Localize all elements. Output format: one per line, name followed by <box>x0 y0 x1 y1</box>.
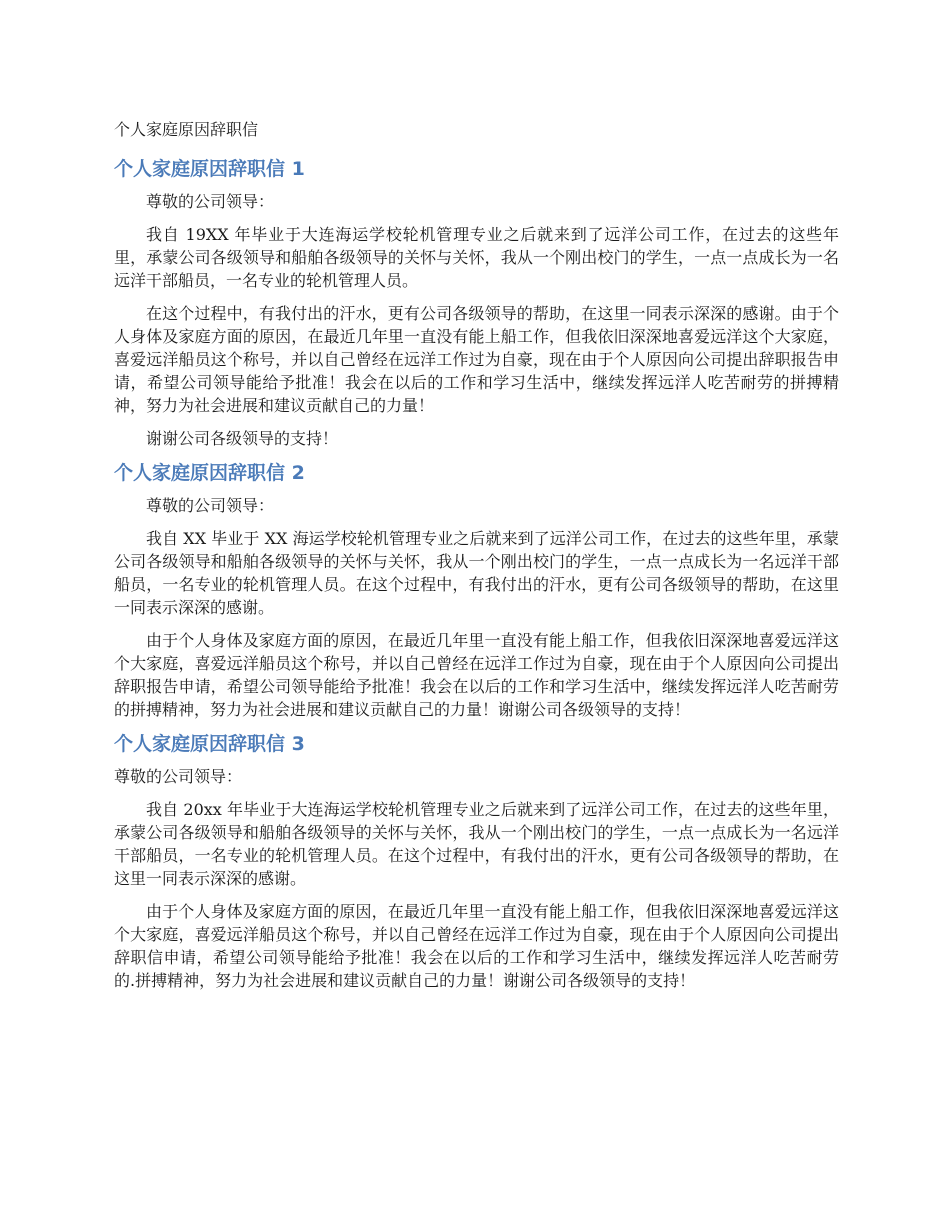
letter-section-2 <box>114 460 839 721</box>
body-paragraph: 我自 20xx 年毕业于大连海运学校轮机管理专业之后就来到了远洋公司工作，在过去的这些年里，承蒙公司各级领导和船舶各级领导的关怀与关怀，我从一个刚出校门的学生，一点一点成长为一名远洋干部船员，一名专业的轮机管理人员。在这个过程中，有我付出的汗水，更有公司各级领导的帮助，在这里一同表示深深的感谢。 <box>114 800 839 888</box>
salutation: 尊敬的公司领导： <box>146 496 275 515</box>
section-heading-1: 个人家庭原因辞职信 1 <box>114 158 305 180</box>
document-title: 个人家庭原因辞职信 <box>114 120 259 139</box>
section-heading-2: 个人家庭原因辞职信 2 <box>114 462 305 484</box>
document-page <box>114 118 839 1002</box>
letter-section-3 <box>114 731 839 992</box>
body-paragraph: 由于个人身体及家庭方面的原因，在最近几年里一直没有能上船工作，但我依旧深深地喜爱远洋这个大家庭，喜爱远洋船员这个称号，并以自己曾经在远洋工作过为自豪，现在由于个人原因向公司提出辞职报告申请，希望公司领导能给予批准！我会在以后的工作和学习生活中，继续发挥远洋人吃苦耐劳的拼搏精神，努力为社会进展和建议贡献自己的力量！谢谢公司各级领导的支持！ <box>114 631 839 719</box>
section-heading-3: 个人家庭原因辞职信 3 <box>114 733 305 755</box>
body-paragraph: 在这个过程中，有我付出的汗水，更有公司各级领导的帮助，在这里一同表示深深的感谢。由于个人身体及家庭方面的原因，在最近几年里一直没有能上船工作，但我依旧深深地喜爱远洋这个大家庭，喜爱远洋船员这个称号，并以自己曾经在远洋工作过为自豪，现在由于个人原因向公司提出辞职报告申请，希望公司领导能给予批准！我会在以后的工作和学习生活中，继续发挥远洋人吃苦耐劳的拼搏精神，努力为社会进展和建议贡献自己的力量！ <box>114 304 839 415</box>
closing-paragraph: 谢谢公司各级领导的支持！ <box>146 429 339 448</box>
salutation: 尊敬的公司领导： <box>114 767 243 786</box>
letter-section-1 <box>114 156 839 450</box>
body-paragraph: 由于个人身体及家庭方面的原因，在最近几年里一直没有能上船工作，但我依旧深深地喜爱远洋这个大家庭，喜爱远洋船员这个称号，并以自己曾经在远洋工作过为自豪，现在由于个人原因向公司提出辞职信申请，希望公司领导能给予批准！我会在以后的工作和学习生活中，继续发挥远洋人吃苦耐劳的.拼搏精神，努力为社会进展和建议贡献自己的力量！谢谢公司各级领导的支持！ <box>114 902 839 990</box>
salutation: 尊敬的公司领导： <box>146 192 275 211</box>
body-paragraph: 我自 19XX 年毕业于大连海运学校轮机管理专业之后就来到了远洋公司工作，在过去的这些年里，承蒙公司各级领导和船舶各级领导的关怀与关怀，我从一个刚出校门的学生，一点一点成长为一名远洋干部船员，一名专业的轮机管理人员。 <box>114 225 839 290</box>
body-paragraph: 我自 XX 毕业于 XX 海运学校轮机管理专业之后就来到了远洋公司工作，在过去的这些年里，承蒙公司各级领导和船舶各级领导的关怀与关怀，我从一个刚出校门的学生，一点一点成长为一名远洋干部船员，一名专业的轮机管理人员。在这个过程中，有我付出的汗水，更有公司各级领导的帮助，在这里一同表示深深的感谢。 <box>114 529 839 617</box>
